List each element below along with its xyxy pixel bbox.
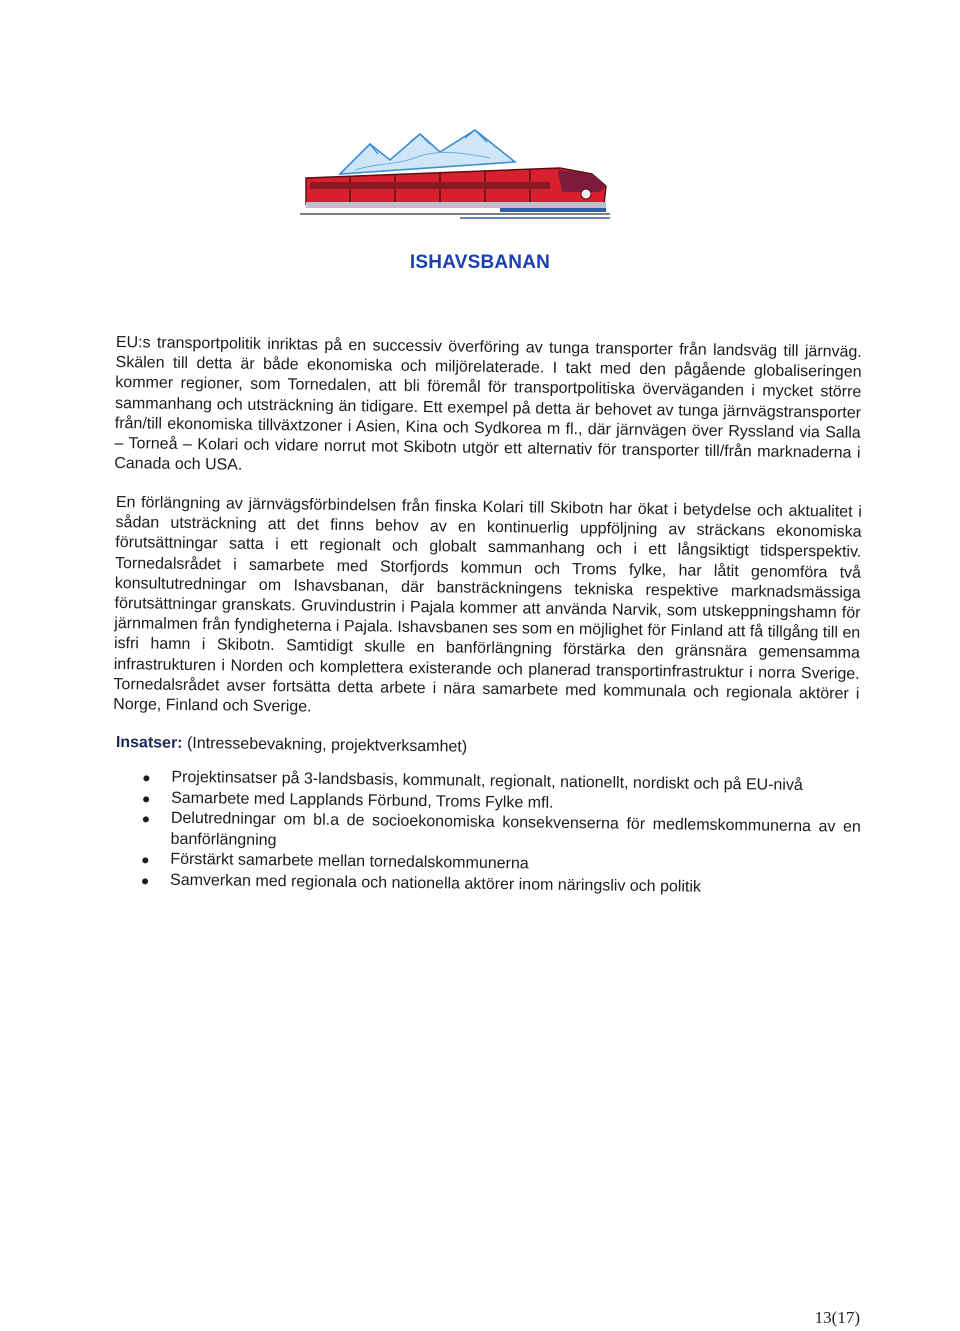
- paragraph-text: En förlängning av järnvägsförbindelsen från finska Kolari till Skibotn har ökat i betydelse och aktualitet i sådan utsträckning att det finns behov av en kontinuerlig uppföljning av sträckans ekonomiska förutsättningar satta i ett regionalt och globalt sammanhang och i ett långsiktigt tidsperspektiv. Tornedalsrådet i samarbete med Storfjords kommun och Troms fylke, har låtit genomföra två konsultutredningar om Ishavsbanan, där bansträckningens tekniska respektive marknadsmässiga förutsättningar granskats. Gruvindustrin i Pajala kommer att använda Narvik, som utskeppningshamn för järnmalmen från fyndigheterna i Pajala. Ishavsbanen ses som en möjlighet för Finland att få tillgång till en isfri hamn i Skibotn. Samtidigt skulle en banförlängning förstärka den gränsnära gemensamma infrastrukturen i Norden och komplettera existerande och planerad transportinfrastruktur i norra Sverige. Tornedalsrådet avser fortsätta detta arbete i nära samarbete med kommunala och regionala aktörer i Norge, Finland och Sverige.: [113, 493, 862, 716]
- insatser-label: Insatser:: [115, 733, 183, 752]
- document-title: ISHAVSBANAN: [409, 252, 551, 273]
- list-item-text: Samarbete med Lapplands Förbund, Troms Fylke mfl.: [171, 789, 554, 812]
- list-item-text: Delutredningar om bl.a de socioekonomiska konsekvenserna för medlemskommunerna av en banförlängning: [170, 809, 861, 849]
- train-mountains-logo-icon: [300, 122, 620, 222]
- bullet-icon: [143, 796, 149, 802]
- page-number: 13(17): [814, 1308, 860, 1327]
- list-item-text: Förstärkt samarbete mellan tornedalskommunerna: [170, 850, 529, 873]
- list-item-text: Samverkan med regionala och nationella aktörer inom näringsliv och politik: [169, 871, 702, 896]
- paragraph-railway-extension: [113, 493, 862, 725]
- bullet-icon: [143, 817, 149, 823]
- insatser-section: [114, 733, 862, 900]
- list-item-text: Projektinsatser på 3-landsbasis, kommunalt, regionalt, nationellt, nordiskt och på EU-nivå: [171, 768, 803, 795]
- paragraph-transport-policy: [114, 333, 862, 484]
- insatser-heading: [116, 733, 862, 763]
- bullet-icon: [142, 878, 148, 884]
- paragraph-text: EU:s transportpolitik inriktas på en successiv överföring av tunga transporter från landsväg till järnväg. Skälen till detta är både ekonomiska och miljörelaterade. I takt med den pågående globaliseringen kommer regioner, som Tornedalen, att bli föremål för transportpolitiska överväganden i mycket större sammanhang och utsträckning än tidigare. Ett exempel på detta är behovet av tunga järnvägstransporter från/till ekonomiska tillväxtzoner i Asien, Kina och Sydkorea m fl., där järnvägen över Ryssland via Salla – Torneå – Kolari och vidare norrut mot Skibotn utgör ett alternativ för transporter till/från marknaderna i Canada och USA.: [114, 333, 862, 474]
- bullet-icon: [142, 858, 148, 864]
- insatser-list: [114, 767, 862, 900]
- insatser-note: (Intressebevakning, projektverksamhet): [182, 734, 468, 756]
- bullet-icon: [143, 776, 149, 782]
